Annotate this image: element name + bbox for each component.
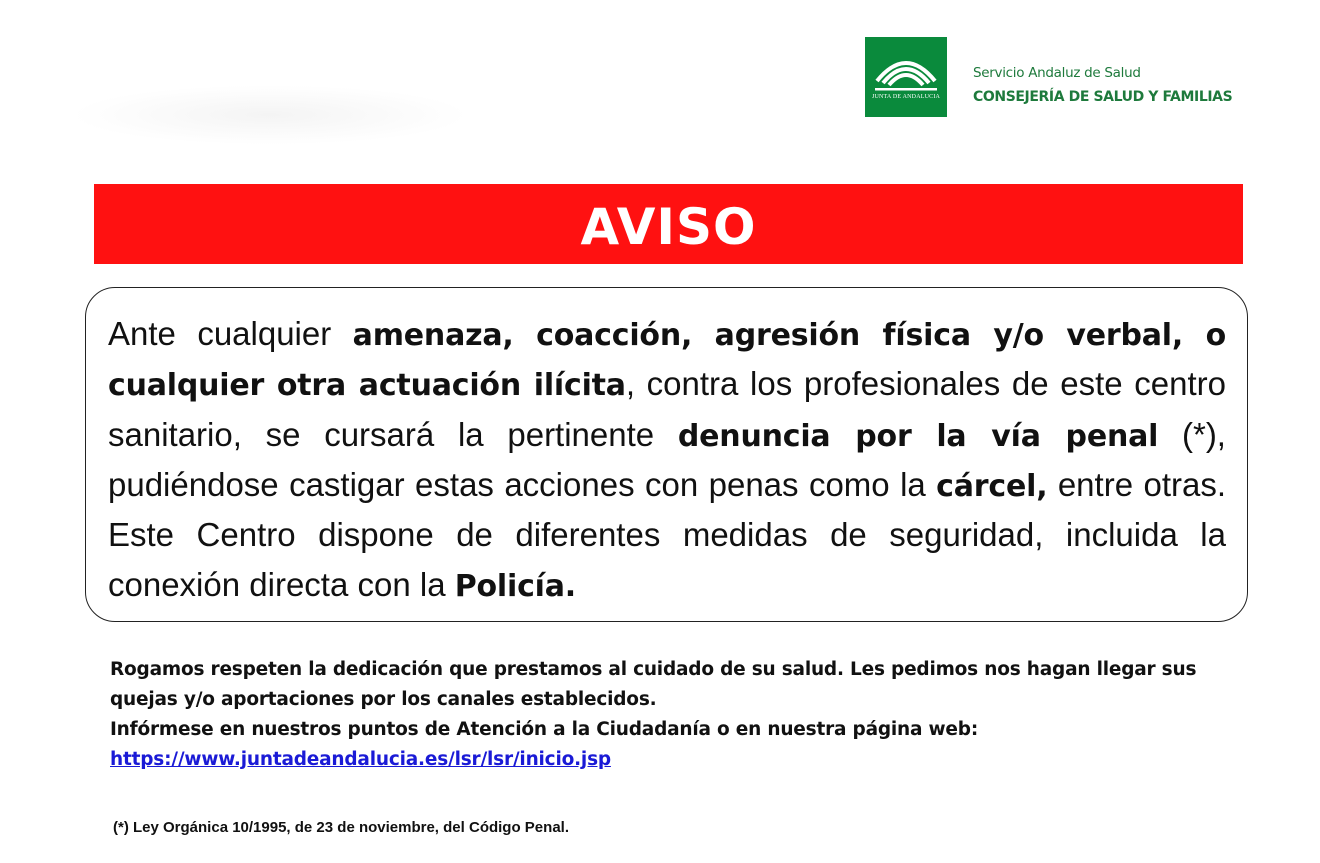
background-smudge <box>70 85 470 145</box>
notice-line-3 <box>108 410 1226 460</box>
org-name: Servicio Andaluz de Salud <box>973 65 1141 81</box>
logo-caption: JUNTA DE ANDALUCIA <box>871 94 941 100</box>
notice-text: (*), <box>1158 416 1226 453</box>
notice-line-2 <box>108 359 1226 409</box>
footer-line-1: Rogamos respeten la dedicación que prestamos al cuidado de su salud. Les pedimos nos hagan llegar sus <box>110 659 1197 680</box>
notice-emphasis: cualquier otra actuación ilícita <box>108 368 626 403</box>
notice-text: conexión directa con la <box>108 566 455 603</box>
notice-text: Este Centro dispone de diferentes medidas de seguridad, incluida la <box>108 516 1226 553</box>
notice-line-4 <box>108 460 1226 510</box>
notice-box <box>85 287 1248 622</box>
website-link[interactable]: https://www.juntadeandalucia.es/lsr/lsr/inicio.jsp <box>110 749 611 770</box>
footer-line-3: Infórmese en nuestros puntos de Atención a la Ciudadanía o en nuestra página web: <box>110 719 979 740</box>
notice-text: Ante cualquier <box>108 315 353 352</box>
notice-text: entre otras. <box>1047 466 1226 503</box>
aviso-banner <box>94 184 1243 264</box>
footer-line-2: quejas y/o aportaciones por los canales establecidos. <box>110 689 657 710</box>
junta-andalucia-logo <box>865 37 947 117</box>
banner-title: AVISO <box>580 198 757 256</box>
notice-line-5 <box>108 510 1226 560</box>
notice-line-6 <box>108 560 1226 610</box>
notice-text: pudiéndose castigar estas acciones con penas como la <box>108 466 937 503</box>
notice-emphasis: cárcel, <box>936 469 1048 504</box>
andalucia-arch-icon <box>865 37 947 117</box>
org-department: CONSEJERÍA DE SALUD Y FAMILIAS <box>973 89 1233 105</box>
notice-emphasis: amenaza, coacción, agresión física y/o verbal, o <box>352 318 1227 353</box>
notice-line-1 <box>108 309 1226 359</box>
notice-emphasis: Policía. <box>454 569 576 604</box>
notice-emphasis: denuncia por la vía penal <box>677 419 1159 454</box>
notice-text: , contra los profesionales de este centro <box>625 365 1226 402</box>
notice-text: sanitario, se cursará la pertinente <box>108 416 678 453</box>
footnote: (*) Ley Orgánica 10/1995, de 23 de noviembre, del Código Penal. <box>113 819 569 836</box>
